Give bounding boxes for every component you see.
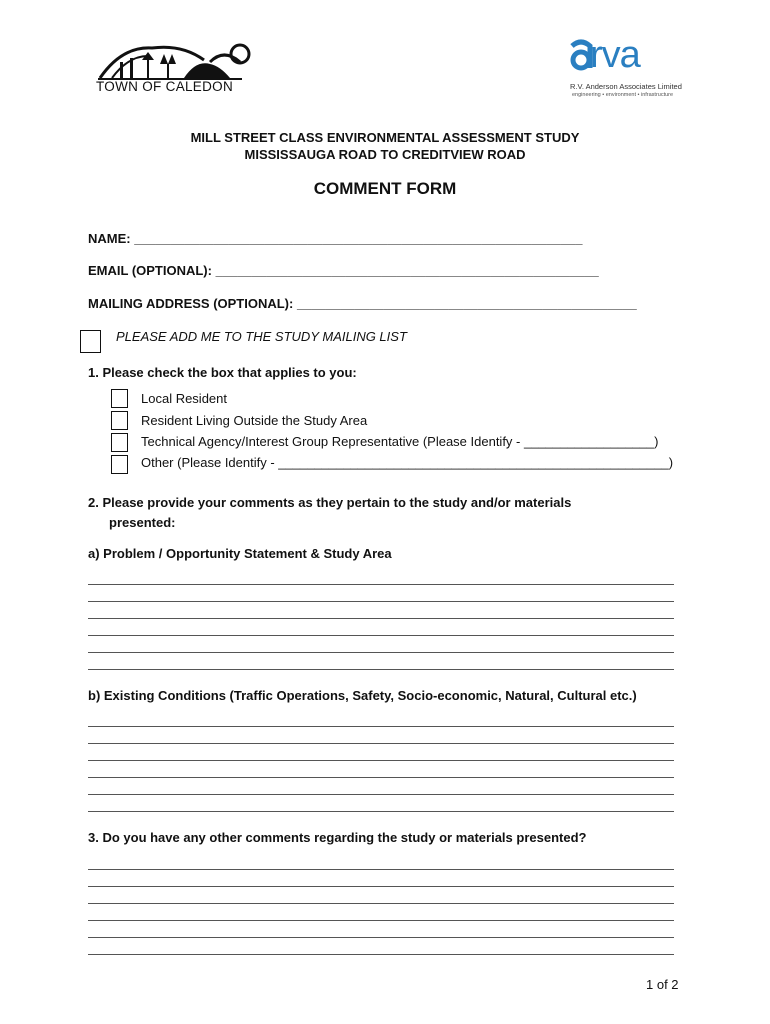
question-1-label: 1. Please check the box that applies to you: xyxy=(88,365,357,380)
other-checkbox[interactable] xyxy=(111,455,128,474)
comment-line[interactable] xyxy=(88,635,674,636)
option-outside-resident: Resident Living Outside the Study Area xyxy=(141,413,368,428)
comment-line[interactable] xyxy=(88,743,674,744)
comment-line[interactable] xyxy=(88,811,674,812)
rva-tagline: engineering • environment • infrastructure xyxy=(572,92,674,98)
rva-logo-word: rva xyxy=(590,34,640,76)
comment-line[interactable] xyxy=(88,760,674,761)
comment-line[interactable] xyxy=(88,903,674,904)
comment-line[interactable] xyxy=(88,601,674,602)
comment-line[interactable] xyxy=(88,937,674,938)
page-number: 1 of 2 xyxy=(646,977,679,992)
option-agency: Technical Agency/Interest Group Representative (Please Identify - __________________) xyxy=(141,434,659,449)
mailing-address-field[interactable]: MAILING ADDRESS (OPTIONAL): _______________________________________________ xyxy=(88,296,637,311)
comment-line[interactable] xyxy=(88,777,674,778)
comment-line[interactable] xyxy=(88,954,674,955)
comment-line[interactable] xyxy=(88,794,674,795)
comment-line[interactable] xyxy=(88,669,674,670)
outside-resident-checkbox[interactable] xyxy=(111,411,128,430)
option-other: Other (Please Identify - ______________________________________________________) xyxy=(141,455,674,470)
mailing-list-checkbox[interactable] xyxy=(80,330,101,353)
comment-line[interactable] xyxy=(88,726,674,727)
question-2a-label: a) Problem / Opportunity Statement & Study Area xyxy=(88,546,392,561)
local-resident-checkbox[interactable] xyxy=(111,389,128,408)
comment-line[interactable] xyxy=(88,618,674,619)
rva-company-name: R.V. Anderson Associates Limited xyxy=(570,82,682,91)
comment-line[interactable] xyxy=(88,920,674,921)
comment-line[interactable] xyxy=(88,584,674,585)
agency-checkbox[interactable] xyxy=(111,433,128,452)
study-title-line2: MISSISSAUGA ROAD TO CREDITVIEW ROAD xyxy=(244,147,526,162)
study-title-line1: MILL STREET CLASS ENVIRONMENTAL ASSESSMENT STUDY xyxy=(190,130,580,145)
name-field[interactable]: NAME: ______________________________________________________________ xyxy=(88,231,583,246)
question-2b-label: b) Existing Conditions (Traffic Operations, Safety, Socio-economic, Natural, Cultural etc.) xyxy=(88,688,637,703)
question-2-line2: presented: xyxy=(109,515,176,530)
email-field[interactable]: EMAIL (OPTIONAL): _____________________________________________________ xyxy=(88,263,599,278)
option-local-resident: Local Resident xyxy=(141,391,227,406)
comment-line[interactable] xyxy=(88,886,674,887)
caledon-logo-text: TOWN OF CALEDON xyxy=(96,79,234,94)
question-2-line1: 2. Please provide your comments as they pertain to the study and/or materials xyxy=(88,495,572,510)
comment-line[interactable] xyxy=(88,652,674,653)
mailing-list-label: PLEASE ADD ME TO THE STUDY MAILING LIST xyxy=(116,329,407,344)
comment-line[interactable] xyxy=(88,869,674,870)
question-3-label: 3. Do you have any other comments regarding the study or materials presented? xyxy=(88,830,587,845)
form-title: COMMENT FORM xyxy=(313,179,457,198)
